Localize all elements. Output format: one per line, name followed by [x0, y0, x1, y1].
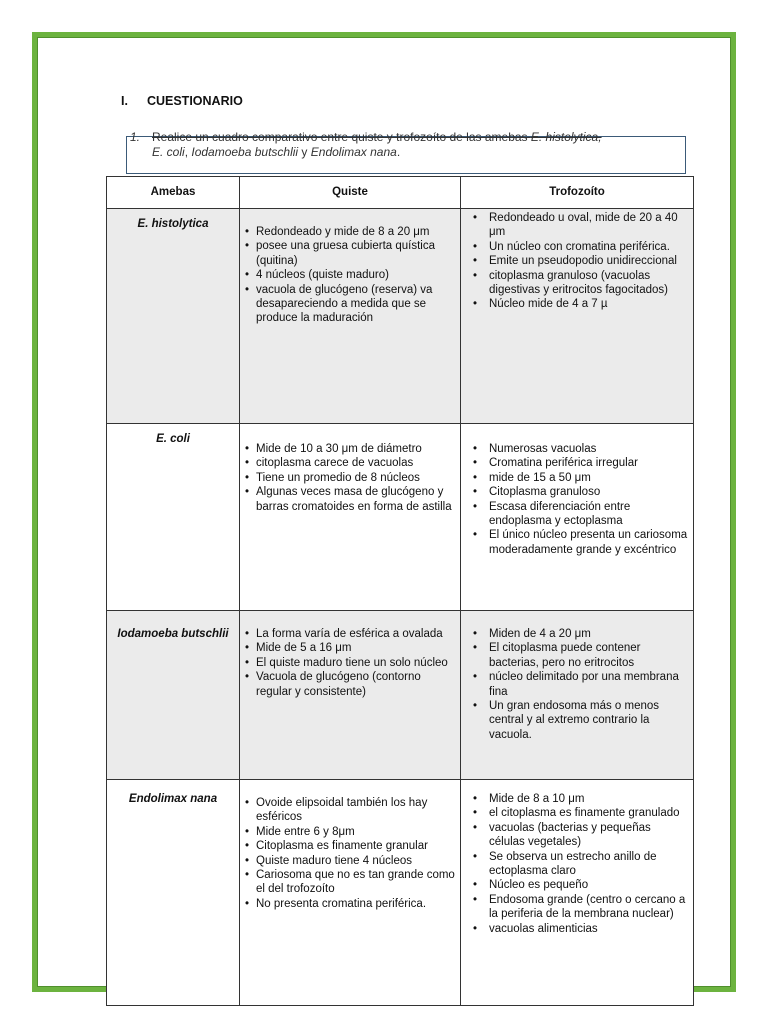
question-line1-italic: E. histolytica, — [530, 130, 602, 144]
list-item: • posee una gruesa cubierta quística (quitina) — [245, 239, 456, 268]
quiste-cell — [240, 209, 461, 424]
list-item: • La forma varía de esférica a ovalada — [245, 627, 456, 641]
trofozoito-list — [470, 211, 689, 312]
list-item: • Escasa diferenciación entre endoplasma y ectoplasma — [470, 500, 689, 529]
section-number: I. — [121, 94, 128, 108]
header-amebas: Amebas — [107, 177, 240, 209]
list-item: • No presenta cromatina periférica. — [245, 897, 456, 911]
list-item: • Mide de 10 a 30 μm de diámetro — [245, 442, 456, 456]
header-trofozoito: Trofozoíto — [461, 177, 694, 209]
list-item: • vacuola de glucógeno (reserva) va desapareciendo a medida que se produce la maduración — [245, 283, 456, 326]
list-item: • citoplasma carece de vacuolas — [245, 456, 456, 470]
trofozoito-cell — [461, 780, 694, 1006]
list-item: • Quiste maduro tiene 4 núcleos — [245, 854, 456, 868]
table-row — [107, 780, 694, 1006]
list-item: • Cromatina periférica irregular — [470, 456, 689, 470]
header-quiste: Quiste — [240, 177, 461, 209]
list-item: • Ovoide elipsoidal también los hay esféricos — [245, 796, 456, 825]
quiste-cell — [240, 611, 461, 780]
list-item: • Tiene un promedio de 8 núcleos — [245, 471, 456, 485]
species-cell: Iodamoeba butschlii — [107, 611, 240, 780]
list-item: • Mide de 5 a 16 μm — [245, 641, 456, 655]
table-header-row — [107, 177, 694, 209]
list-item: • Numerosas vacuolas — [470, 442, 689, 456]
question-line1 — [152, 130, 602, 144]
quiste-list — [245, 225, 456, 326]
list-item: • Citoplasma granuloso — [470, 485, 689, 499]
list-item: • Núcleo es pequeño — [470, 878, 689, 892]
species-cell: Endolimax nana — [107, 780, 240, 1006]
list-item: • Vacuola de glucógeno (contorno regular y consistente) — [245, 670, 456, 699]
quiste-cell — [240, 780, 461, 1006]
trofozoito-cell — [461, 424, 694, 611]
list-item: • Endosoma grande (centro o cercano a la periferia de la membrana nuclear) — [470, 893, 689, 922]
quiste-list — [245, 627, 456, 699]
section-heading — [121, 94, 243, 108]
list-item: • Emite un pseudopodio unidireccional — [470, 254, 689, 268]
list-item: • el citoplasma es finamente granulado — [470, 806, 689, 820]
trofozoito-cell — [461, 611, 694, 780]
trofozoito-cell — [461, 209, 694, 424]
trofozoito-list — [470, 442, 689, 557]
question-number: 1. — [130, 130, 141, 144]
list-item: • El único núcleo presenta un cariosoma moderadamente grande y excéntrico — [470, 528, 689, 557]
species-cell: E. coli — [107, 424, 240, 611]
list-item: • vacuolas (bacterias y pequeñas células vegetales) — [470, 821, 689, 850]
list-item: • núcleo delimitado por una membrana fina — [470, 670, 689, 699]
list-item: • Se observa un estrecho anillo de ectoplasma claro — [470, 850, 689, 879]
quiste-list — [245, 796, 456, 911]
question-line1-text: Realice un cuadro comparativo entre quiste y trofozoíto de las amebas — [152, 130, 531, 144]
quiste-list — [245, 442, 456, 514]
list-item: • 4 núcleos (quiste maduro) — [245, 268, 456, 282]
question-line2: E. coli, Iodamoeba butschlii y Endolimax nana. — [152, 145, 401, 159]
trofozoito-list — [470, 627, 689, 742]
list-item: • Algunas veces masa de glucógeno y barras cromatoides en forma de astilla — [245, 485, 456, 514]
list-item: • Núcleo mide de 4 a 7 µ — [470, 297, 689, 311]
comparison-table — [106, 176, 694, 1006]
table-row — [107, 209, 694, 424]
list-item: • Mide entre 6 y 8μm — [245, 825, 456, 839]
list-item: • Un núcleo con cromatina periférica. — [470, 240, 689, 254]
list-item: • Mide de 8 a 10 μm — [470, 792, 689, 806]
list-item: • Miden de 4 a 20 μm — [470, 627, 689, 641]
section-title: CUESTIONARIO — [146, 94, 243, 108]
question-text — [130, 130, 690, 160]
list-item: • Citoplasma es finamente granular — [245, 839, 456, 853]
list-item: • El quiste maduro tiene un solo núcleo — [245, 656, 456, 670]
quiste-cell — [240, 424, 461, 611]
list-item: • citoplasma granuloso (vacuolas digestivas y eritrocitos fagocitados) — [470, 269, 689, 298]
table-row — [107, 424, 694, 611]
table-row — [107, 611, 694, 780]
list-item: • Redondeado u oval, mide de 20 a 40 μm — [470, 211, 689, 240]
list-item: • mide de 15 a 50 μm — [470, 471, 689, 485]
list-item: • El citoplasma puede contener bacterias, pero no eritrocitos — [470, 641, 689, 670]
species-cell: E. histolytica — [107, 209, 240, 424]
list-item: • Cariosoma que no es tan grande como el del trofozoíto — [245, 868, 456, 897]
trofozoito-list — [470, 792, 689, 936]
list-item: • vacuolas alimenticias — [470, 922, 689, 936]
list-item: • Redondeado y mide de 8 a 20 μm — [245, 225, 456, 239]
list-item: • Un gran endosoma más o menos central y al extremo contrario la vacuola. — [470, 699, 689, 742]
